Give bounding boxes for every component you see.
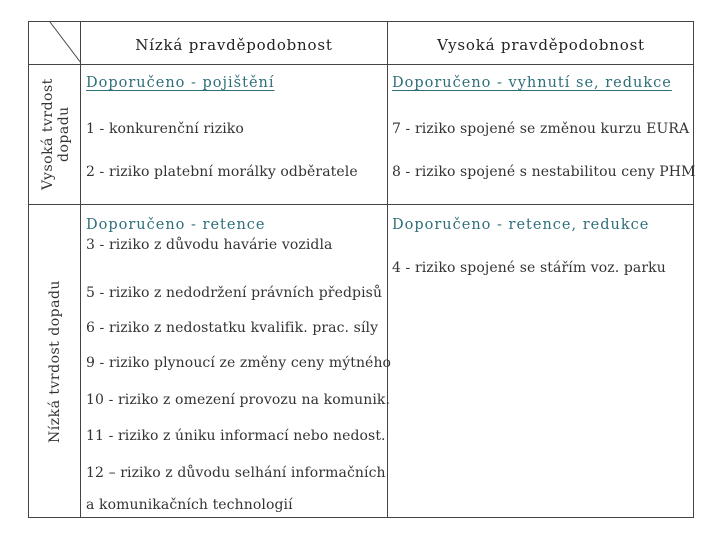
column-divider-middle: [387, 21, 388, 518]
column-divider-left: [80, 21, 81, 518]
risk-item: 3 - riziko z důvodu havárie vozidla: [86, 237, 333, 253]
risk-item: 8 - riziko spojené s nestabilitou ceny PHM: [392, 164, 696, 180]
risk-item: a komunikačních technologií: [86, 497, 293, 513]
row-header-high-impact: Vysoká tvrdost dopadu: [40, 78, 72, 190]
risk-item: 11 - riziko z úniku informací nebo nedost.: [86, 428, 386, 444]
risk-item: 1 - konkurenční riziko: [86, 121, 244, 137]
col-header-high-probability: Vysoká pravděpodobnost: [437, 36, 645, 54]
recommendation-insurance: Doporučeno - pojištění: [86, 75, 275, 91]
risk-item: 9 - riziko plynoucí ze změny ceny mýtného: [86, 355, 392, 371]
risk-item: 12 – riziko z důvodu selhání informačních: [86, 465, 386, 481]
recommendation-retention: Doporučeno - retence: [86, 217, 266, 233]
row-header-low-impact: Nízká tvrdost dopadu: [47, 280, 63, 444]
risk-item: 2 - riziko platební morálky odběratele: [86, 164, 358, 180]
impact-row-divider: [28, 204, 694, 205]
corner-diagonal-line: [28, 21, 82, 64]
risk-item: 6 - riziko z nedostatku kvalifik. prac. síly: [86, 320, 379, 336]
risk-item: 7 - riziko spojené se změnou kurzu EURA: [392, 121, 690, 137]
recommendation-avoid-reduce: Doporučeno - vyhnutí se, redukce: [392, 75, 672, 91]
recommendation-retention-reduce: Doporučeno - retence, redukce: [392, 217, 650, 233]
header-row-divider: [28, 64, 694, 65]
risk-item: 4 - riziko spojené se stářím voz. parku: [392, 260, 666, 276]
col-header-low-probability: Nízká pravděpodobnost: [135, 36, 333, 54]
risk-item: 10 - riziko z omezení provozu na komunik.: [86, 392, 391, 408]
risk-item: 5 - riziko z nedodržení právních předpisů: [86, 285, 383, 301]
